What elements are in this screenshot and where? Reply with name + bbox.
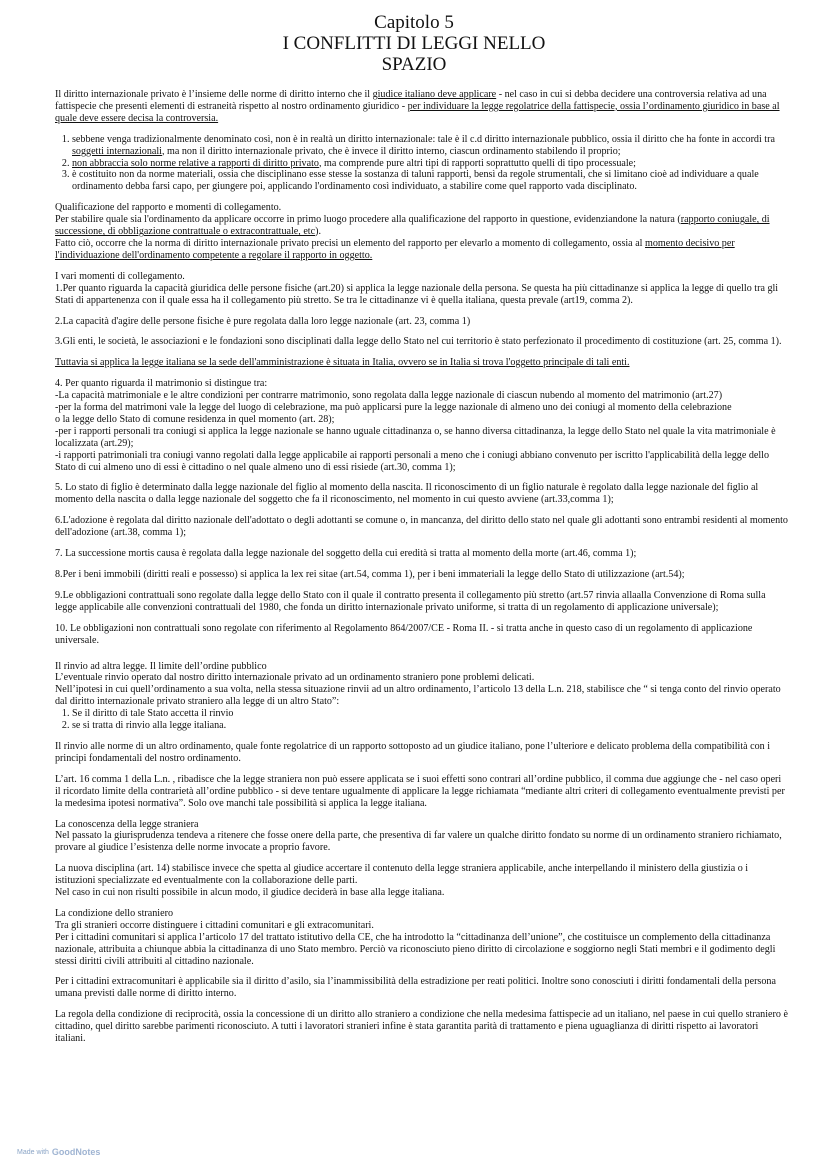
- goodnotes-watermark: Made with GoodNotes: [17, 1147, 101, 1157]
- section-heading: La condizione dello straniero: [55, 907, 173, 919]
- connecting-factor-9: 9.Le obbligazioni contrattuali sono regolate dalla legge dello Stato con il quale il contratto presenta il collegamento più stretto (art.57 rinvia allaalla Convenzione di Roma sulla legge applicabile alle convenzioni contrattuali del 1980, che fonda un diritto internazionale privato uniforme, si tratta di un regolamento di applicazione universale);: [55, 589, 766, 613]
- intro-paragraph: Il diritto internazionale privato è l’insieme delle norme di diritto interno che il giudice italiano deve applicare - nel caso in cui si debba decidere una controversia relativa ad una fattispecie che presenti elementi di estraneità rispetto al nostro ordinamento giuridico - per individuare la legge regolatrice della fattispecie, ossia l’ordinamento giuridico in base al quale deve essere decisa la controversia.: [55, 89, 780, 124]
- list-item: 1. sebbene venga tradizionalmente denominato così, non è in realtà un diritto internazionale: tale è il c.d diritto internazionale pubblico, ossia il diritto che ha fonte in accordi tra soggetti internazionali, ma non il diritto internazionale privato, che è invece il diritto interno, ciascun ordinamento stabilendo il proprio;: [72, 134, 788, 158]
- section-heading: La conoscenza della legge straniera: [55, 818, 199, 830]
- list-item: 3. è costituito non da norme materiali, ossia che disciplinano esse stesse la sostanza di taluni rapporti, bensì da regole strumentali, che si limitano cioè ad individuare a quale ordinamento debba farsi capo, per giungere poi, applicando l'ordinamento così individuato, a stabilire come quel rapporto vada disciplinato.: [72, 169, 788, 193]
- chapter-title-line-1: I CONFLITTI DI LEGGI NELLO: [282, 33, 546, 54]
- list-item: 1. Se il diritto di tale Stato accetta il rinvio: [72, 708, 788, 720]
- connecting-factor-6: 6.L'adozione è regolata dal diritto nazionale dell'adottato o degli adottanti se comune o, in mancanza, del diritto dello stato nel quale gli adottanti sono entrambi residenti al momento dell'adozione (art.38, comma 1);: [55, 515, 788, 539]
- page-header: [0, 0, 828, 75]
- foreigner-section: La condizione dello straniero Tra gli stranieri occorre distinguere i cittadini comunitari e gli extracomunitari. Per i cittadini comunitari si applica l’articolo 17 del trattato istitutivo della CE, che ha introdotto la “cittadinanza dell’unione”, che costituisce un complemento della cittadinanza nazionale, attribuita a chiunque abbia la cittadinanza di uno Stato membro. Perciò va riconosciuto pieno diritto di circolazione e soggiorno negli Stati membri e il godimento degli stessi diritti civili attribuiti al cittadino nazionale. Per i cittadini extracomunitari è applicabile sia il diritto d’asilo, sia l’inammissibilità della estradizione per reati politici. Inoltre sono conosciuti i diritti fondamentali della persona umana previsti dalle norme di diritto interno. La regola della condizione di reciprocità, ossia la concessione di un diritto allo straniero a condizione che nella medesima fattispecie ad un italiano, nel paese in cui quello straniero è cittadino, quel diritto sarebbe parimenti riconosciuto. A tutti i lavoratori stranieri infine è stata garantita parità di trattamento e piena uguaglianza di diritti rispetto ai lavoratori italiani.: [55, 907, 788, 1045]
- chapter-title-line-2: SPAZIO: [381, 54, 447, 75]
- renvoi-conditions-list: [55, 708, 788, 732]
- section-heading: Qualificazione del rapporto e momenti di collegamento.: [55, 202, 282, 214]
- document-body: [55, 89, 788, 1054]
- foreign-law-section: La conoscenza della legge straniera Nel passato la giurisprudenza tendeva a ritenere che fosse onere della parte, che presentiva di far valere un qualche diritto fondato su norme di un ordinamento straniero richiamato, provare al giudice l’esistenza delle norme invocate a proprio favore. La nuova disciplina (art. 14) stabilisce invece che spetta al giudice accertare il contenuto della legge straniera applicabile, anche interpellando il ministero della giustizia o i istituzioni specializzate ed eventualmente con la collaborazione delle parti. Nel caso in cui non risulti possibile in alcun modo, il giudice deciderà in base alla legge italiana.: [55, 819, 788, 899]
- list-item: 2. se si tratta di rinvio alla legge italiana.: [72, 720, 788, 732]
- qualification-section: Qualificazione del rapporto e momenti di collegamento. Per stabilire quale sia l'ordinamento da applicare occorre in primo luogo procedere alla qualificazione del rapporto in questione, evidenziandone la natura (rapporto coniugale, di successione, di obbligazione contrattuale o extracontrattuale, etc). Fatto ciò, occorre che la norma di diritto internazionale privato precisi un elemento del rapporto per elevarlo a momento di collegamento, ossia al momento decisivo per l'individuazione dell'ordinamento competente a regolare il rapporto in oggetto.: [55, 202, 770, 261]
- connecting-factor-1: I vari momenti di collegamento. 1.Per quanto riguarda la capacità giuridica delle persone fisiche (art.20) si applica la legge nazionale della persona. Se questa ha più cittadinanze si applica la legge di quello tra gli Stati di appartenenza con il quale essa ha il collegamento più stretto. Se tra le cittadinanze vi è quella italiana, questa prevale (art19, comma 2).: [55, 270, 779, 306]
- goodnotes-logo: GoodNotes: [51, 1147, 101, 1157]
- connecting-factor-3: 3.Gli enti, le società, le associazioni e le fondazioni sono disciplinati dalla legge dello Stato nel cui territorio è stato perfezionato il procedimento di costituzione (art. 25, comma 1).: [55, 336, 782, 348]
- connecting-factor-5: 5. Lo stato di figlio è determinato dalla legge nazionale del figlio al momento della nascita. Il riconoscimento di un figlio naturale è regolato dalla legge nazionale del figlio al momento della nascita o dalla legge nazionale del soggetto che fa il riconoscimento, nel momento in cui questo avviene (art.33,comma 1);: [55, 482, 759, 506]
- connecting-factor-4: 4. Per quanto riguarda il matrimonio si distingue tra: -La capacità matrimoniale e le altre condizioni per contrarre matrimonio, sono regolata dalla legge nazionale di ciascun nubendo al momento del matrimonio (art.27) -per la forma del matrimoni vale la legge del luogo di celebrazione, ma può applicarsi pure la legge nazionale di almeno uno dei coniugi al momento della celebrazione o la legge dello Stato di comune residenza in quel momento (art. 28); -per i rapporti personali tra coniugi si applica la legge nazionale se hanno uguale cittadinanza o, se hanno diversa cittadinanza, la legge dello Stato nel quale la vita matrimoniale è localizzata (art.29); -i rapporti patrimoniali tra coniugi vanno regolati dalla legge applicabile ai rapporti personali a meno che i coniugi abbiano convenuto per iscritto l'applicabilità della legge dello Stato di cui almeno uno di essi è cittadino o nel quale almeno uno di essi risiede (art.30, comma 1);: [55, 378, 776, 473]
- connecting-factor-8: 8.Per i beni immobili (diritti reali e possesso) si applica la lex rei sitae (art.54, comma 1), per i beni immateriali la legge dello Stato di utilizzazione (art.54);: [55, 569, 685, 580]
- section-heading: Il rinvio ad altra legge. Il limite dell’ordine pubblico: [55, 660, 267, 672]
- renvoi-section: Il rinvio ad altra legge. Il limite dell’ordine pubblico L’eventuale rinvio operato dal nostro diritto internazionale privato ad un ordinamento straniero pone problemi delicati. Nell’ipotesi in cui quell’ordinamento a sua volta, nella stessa situazione rinvii ad un altro ordinamento, l’articolo 13 della L.n. 218, stabilisce che “ si tenga conto del rinvio operato dal diritto internazionale privato straniero alla legge di un altro Stato”: 1. Se il diritto di tale Stato accetta il rinvio 2. se si tratta di rinvio alla legge italiana. Il rinvio alle norme di un altro ordinamento, quale fonte regolatrice di un rapporto sottoposto ad un giudice italiano, pone l’ulteriore e delicato problema della compatibilità con i principi fondamentali del nostro ordinamento. L’art. 16 comma 1 della L.n. , ribadisce che la legge straniera non può essere applicata se i suoi effetti sono contrari all’ordine pubblico, il comma due aggiunge che - nel caso operi il ricordato limite della contrarietà all’ordine pubblico - si deve tentare ugualmente di applicare la legge richiamata “mediante altri criteri di collegamento eventualmente previsti per la medesima ipotesi normativa”. Solo ove manchi tale possibilità si applica la legge italiana.: [55, 661, 788, 810]
- connecting-factor-7: 7. La successione mortis causa è regolata dalla legge nazionale del soggetto della cui eredità si tratta al momento della morte (art.46, comma 1);: [55, 548, 637, 560]
- section-heading: I vari momenti di collegamento.: [55, 270, 185, 282]
- connecting-factor-2: 2.La capacità d'agire delle persone fisiche è pure regolata dalla loro legge nazionale (art. 23, comma 1): [55, 315, 471, 327]
- list-item: 2. non abbraccia solo norme relative a rapporti di diritto privato, ma comprende pure altri tipi di rapporti soprattutto quelli di tipo processuale;: [72, 158, 788, 170]
- connecting-factor-10: 10. Le obbligazioni non contrattuali sono regolate con riferimento al Regolamento 864/2007/CE - Roma II. - si tratta anche in questo caso di un regolamento di applicazione universale.: [55, 622, 753, 646]
- characteristics-list: [55, 134, 788, 194]
- chapter-label: Capitolo 5: [374, 12, 454, 33]
- connecting-factor-3-note: Tuttavia si applica la legge italiana se la sede dell'amministrazione è situata in Italia, ovvero se in Italia si trova l'oggetto principale di tali enti.: [55, 357, 630, 369]
